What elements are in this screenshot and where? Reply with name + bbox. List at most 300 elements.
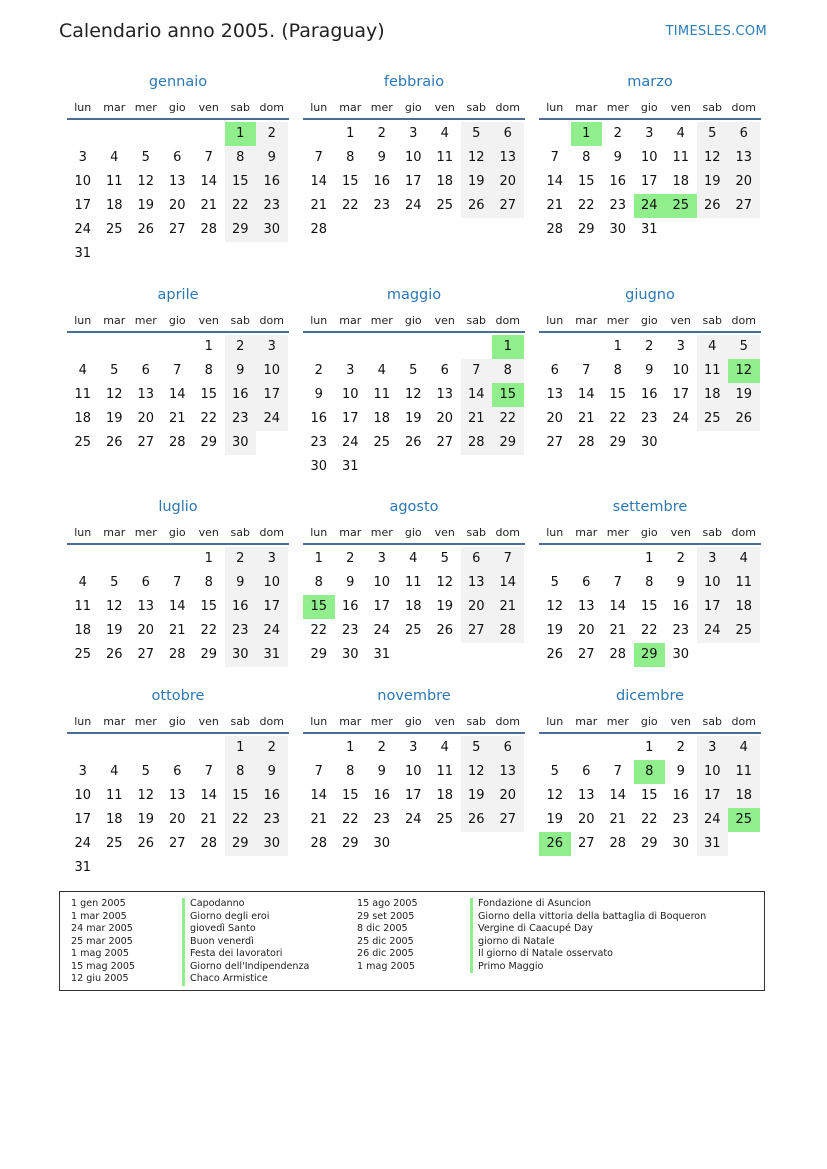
weekday-label: mer <box>134 100 157 114</box>
day-cell: 30 <box>672 647 690 662</box>
day-cell: 21 <box>200 198 218 213</box>
day-cell: 5 <box>141 764 150 779</box>
month-name: settembre <box>612 499 688 515</box>
day-cell: 29 <box>341 836 359 851</box>
day-cell: 30 <box>609 222 627 237</box>
day-cell: 28 <box>168 435 186 450</box>
holiday-day: 1 <box>225 122 257 146</box>
weekday-label: sab <box>702 525 722 539</box>
day-cell: 4 <box>377 363 386 378</box>
day-cell: 22 <box>225 194 257 218</box>
day-cell: 2 <box>645 339 654 354</box>
weekday-label: ven <box>434 714 455 728</box>
weekday-label: gio <box>168 100 186 114</box>
day-cell: 2 <box>676 740 685 755</box>
day-cell: 11 <box>404 575 422 590</box>
day-cell: 17 <box>672 387 690 402</box>
legend-date: 29 set 2005 <box>357 910 415 922</box>
weekday-header <box>539 710 761 734</box>
day-cell: 3 <box>676 339 685 354</box>
day-cell: 3 <box>256 335 288 359</box>
day-cell: 31 <box>256 643 288 667</box>
day-cell: 21 <box>609 812 627 827</box>
weekday-label: mar <box>339 714 362 728</box>
weekday-label: dom <box>495 714 520 728</box>
day-cell: 27 <box>728 194 760 218</box>
day-cell: 11 <box>697 359 729 383</box>
holiday-legend <box>59 891 765 991</box>
day-cell: 15 <box>200 599 218 614</box>
day-cell: 25 <box>74 647 92 662</box>
day-cell: 24 <box>404 812 422 827</box>
legend-date: 1 gen 2005 <box>71 898 126 909</box>
day-cell: 12 <box>137 174 155 189</box>
weekday-label: mar <box>339 313 362 327</box>
day-cell: 23 <box>672 623 690 638</box>
day-cell: 28 <box>492 619 524 643</box>
day-cell: 13 <box>728 146 760 170</box>
weekday-label: sab <box>230 313 250 327</box>
day-cell: 10 <box>404 150 422 165</box>
month-name: marzo <box>627 74 673 90</box>
day-cell: 26 <box>404 435 422 450</box>
weekday-label: dom <box>259 100 284 114</box>
day-cell: 8 <box>314 575 323 590</box>
day-cell: 12 <box>404 387 422 402</box>
day-cell: 4 <box>728 547 760 571</box>
day-cell: 12 <box>461 760 493 784</box>
day-cell: 3 <box>409 126 418 141</box>
weekday-header <box>303 309 525 333</box>
day-cell: 23 <box>310 435 328 450</box>
weekday-label: sab <box>466 525 486 539</box>
weekday-label: dom <box>259 313 284 327</box>
legend-date: 15 ago 2005 <box>357 898 418 909</box>
day-cell: 3 <box>697 547 729 571</box>
weekday-label: dom <box>259 525 284 539</box>
day-cell: 23 <box>256 194 288 218</box>
day-cell: 21 <box>546 198 564 213</box>
weekday-label: mar <box>575 100 598 114</box>
day-cell: 1 <box>225 736 257 760</box>
day-cell: 10 <box>697 571 729 595</box>
day-cell: 29 <box>492 431 524 455</box>
day-cell: 13 <box>137 599 155 614</box>
day-cell: 8 <box>492 359 524 383</box>
legend-date: 26 dic 2005 <box>357 948 414 959</box>
day-cell: 17 <box>373 599 391 614</box>
day-cell: 10 <box>341 387 359 402</box>
weekday-label: ven <box>670 100 691 114</box>
day-cell: 24 <box>672 411 690 426</box>
day-cell: 29 <box>577 222 595 237</box>
day-cell: 20 <box>728 170 760 194</box>
day-cell: 9 <box>314 387 323 402</box>
day-cell: 2 <box>676 551 685 566</box>
day-cell: 18 <box>697 383 729 407</box>
holiday-day: 24 <box>634 194 666 218</box>
day-cell: 6 <box>173 150 182 165</box>
day-cell: 24 <box>341 435 359 450</box>
weekday-label: ven <box>198 100 219 114</box>
day-cell: 19 <box>546 623 564 638</box>
legend-right-dates <box>357 898 418 973</box>
day-cell: 30 <box>341 647 359 662</box>
day-cell: 17 <box>74 198 92 213</box>
weekday-header <box>539 521 761 545</box>
weekday-label: dom <box>495 525 520 539</box>
weekday-label: lun <box>546 714 564 728</box>
day-cell: 11 <box>74 387 92 402</box>
day-cell: 8 <box>346 150 355 165</box>
day-cell: 20 <box>137 411 155 426</box>
month-name: agosto <box>389 499 439 515</box>
day-cell: 22 <box>492 407 524 431</box>
legend-holiday-name: giovedì Santo <box>182 923 309 936</box>
weekday-label: mer <box>606 714 629 728</box>
legend-date: 24 mar 2005 <box>71 923 133 934</box>
day-cell: 14 <box>310 174 328 189</box>
day-cell: 4 <box>409 551 418 566</box>
day-cell: 28 <box>310 836 328 851</box>
day-cell: 19 <box>137 812 155 827</box>
day-cell: 28 <box>577 435 595 450</box>
weekday-label: ven <box>198 525 219 539</box>
day-cell: 16 <box>225 383 257 407</box>
day-cell: 23 <box>640 411 658 426</box>
weekday-label: dom <box>259 714 284 728</box>
day-cell: 12 <box>137 788 155 803</box>
month-name: luglio <box>158 499 198 515</box>
weekday-label: mer <box>134 714 157 728</box>
day-cell: 23 <box>256 808 288 832</box>
day-cell: 7 <box>314 150 323 165</box>
day-cell: 16 <box>609 174 627 189</box>
day-cell: 26 <box>697 194 729 218</box>
day-cell: 2 <box>314 363 323 378</box>
day-cell: 19 <box>105 411 123 426</box>
day-cell: 19 <box>137 198 155 213</box>
day-cell: 14 <box>609 788 627 803</box>
day-cell: 10 <box>640 150 658 165</box>
legend-holiday-name: Festa dei lavoratori <box>182 948 309 961</box>
day-cell: 23 <box>373 812 391 827</box>
day-cell: 19 <box>728 383 760 407</box>
day-cell: 19 <box>404 411 422 426</box>
day-cell: 7 <box>461 359 493 383</box>
day-cell: 8 <box>204 575 213 590</box>
month-febbraio <box>303 72 525 237</box>
day-cell: 10 <box>256 571 288 595</box>
day-cell: 23 <box>225 407 257 431</box>
legend-holiday-name: Giorno della vittoria della battaglia di Boqueron <box>470 911 706 924</box>
legend-date: 25 dic 2005 <box>357 935 414 947</box>
day-cell: 21 <box>609 623 627 638</box>
day-cell: 16 <box>640 387 658 402</box>
day-cell: 2 <box>256 736 288 760</box>
day-cell: 13 <box>577 788 595 803</box>
day-cell: 21 <box>168 411 186 426</box>
weekday-label: lun <box>546 313 564 327</box>
day-cell: 27 <box>546 435 564 450</box>
weekday-label: sab <box>702 100 722 114</box>
day-cell: 17 <box>404 788 422 803</box>
day-cell: 13 <box>492 760 524 784</box>
day-cell: 17 <box>404 174 422 189</box>
month-name: aprile <box>157 287 199 303</box>
day-cell: 9 <box>645 363 654 378</box>
day-cell: 20 <box>137 623 155 638</box>
weekday-label: gio <box>640 714 658 728</box>
weekday-label: gio <box>168 714 186 728</box>
weekday-label: sab <box>230 100 250 114</box>
day-cell: 30 <box>310 459 328 474</box>
day-cell: 21 <box>310 812 328 827</box>
day-cell: 25 <box>74 435 92 450</box>
day-cell: 9 <box>377 150 386 165</box>
holiday-day: 8 <box>634 760 666 784</box>
day-cell: 10 <box>373 575 391 590</box>
day-cell: 31 <box>74 860 92 875</box>
day-cell: 31 <box>640 222 658 237</box>
day-cell: 14 <box>200 788 218 803</box>
day-cell: 16 <box>341 599 359 614</box>
day-cell: 11 <box>728 760 760 784</box>
holiday-day: 25 <box>728 808 760 832</box>
day-cell: 22 <box>225 808 257 832</box>
day-cell: 27 <box>492 808 524 832</box>
day-cell: 19 <box>461 170 493 194</box>
day-cell: 10 <box>697 760 729 784</box>
month-maggio <box>303 285 525 474</box>
day-cell: 20 <box>168 198 186 213</box>
weekday-header <box>539 96 761 120</box>
day-cell: 29 <box>225 832 257 856</box>
day-cell: 11 <box>436 150 454 165</box>
weekday-label: ven <box>670 714 691 728</box>
weekday-label: lun <box>310 714 328 728</box>
day-cell: 12 <box>461 146 493 170</box>
day-cell: 22 <box>640 623 658 638</box>
day-cell: 25 <box>436 812 454 827</box>
day-cell: 29 <box>310 647 328 662</box>
day-cell: 19 <box>461 784 493 808</box>
day-cell: 12 <box>436 575 454 590</box>
day-cell: 7 <box>613 764 622 779</box>
day-cell: 19 <box>436 599 454 614</box>
day-cell: 27 <box>137 435 155 450</box>
day-cell: 26 <box>105 647 123 662</box>
day-cell: 15 <box>341 788 359 803</box>
weekday-label: sab <box>466 313 486 327</box>
weekday-label: lun <box>74 714 92 728</box>
day-cell: 18 <box>436 174 454 189</box>
weekday-label: lun <box>546 525 564 539</box>
day-cell: 6 <box>492 736 524 760</box>
weekday-label: mar <box>103 313 126 327</box>
day-cell: 23 <box>225 619 257 643</box>
day-cell: 4 <box>676 126 685 141</box>
day-cell: 6 <box>582 575 591 590</box>
day-cell: 20 <box>461 595 493 619</box>
day-cell: 12 <box>546 788 564 803</box>
weekday-label: dom <box>731 100 756 114</box>
day-cell: 7 <box>613 575 622 590</box>
weekday-label: gio <box>404 313 422 327</box>
holiday-day: 15 <box>492 383 524 407</box>
day-cell: 5 <box>461 736 493 760</box>
day-cell: 21 <box>200 812 218 827</box>
day-cell: 15 <box>577 174 595 189</box>
month-name: novembre <box>377 688 451 704</box>
day-cell: 19 <box>105 623 123 638</box>
month-name: maggio <box>386 287 442 303</box>
day-cell: 5 <box>440 551 449 566</box>
day-cell: 18 <box>728 784 760 808</box>
day-cell: 27 <box>577 836 595 851</box>
day-cell: 6 <box>461 547 493 571</box>
legend-holiday-name: Vergine di Caacupé Day <box>470 923 706 936</box>
day-cell: 7 <box>582 363 591 378</box>
day-cell: 2 <box>256 122 288 146</box>
day-cell: 20 <box>546 411 564 426</box>
day-cell: 7 <box>173 363 182 378</box>
day-cell: 3 <box>256 547 288 571</box>
day-cell: 25 <box>105 836 123 851</box>
day-cell: 28 <box>609 836 627 851</box>
legend-holiday-name: Buon venerdì <box>182 936 309 949</box>
day-cell: 15 <box>200 387 218 402</box>
day-cell: 28 <box>546 222 564 237</box>
day-cell: 2 <box>225 335 257 359</box>
weekday-label: sab <box>230 525 250 539</box>
day-cell: 23 <box>609 198 627 213</box>
month-novembre <box>303 686 525 851</box>
day-cell: 8 <box>225 760 257 784</box>
day-cell: 16 <box>256 170 288 194</box>
weekday-label: mar <box>575 714 598 728</box>
month-name: ottobre <box>151 688 205 704</box>
day-cell: 15 <box>640 788 658 803</box>
day-cell: 26 <box>137 836 155 851</box>
day-cell: 1 <box>346 126 355 141</box>
day-cell: 18 <box>728 595 760 619</box>
weekday-label: gio <box>168 525 186 539</box>
weekday-label: lun <box>74 525 92 539</box>
day-cell: 9 <box>225 359 257 383</box>
day-cell: 13 <box>168 788 186 803</box>
day-cell: 10 <box>74 174 92 189</box>
day-cell: 5 <box>110 363 119 378</box>
day-cell: 7 <box>204 150 213 165</box>
day-cell: 4 <box>78 363 87 378</box>
day-cell: 8 <box>225 146 257 170</box>
weekday-label: mar <box>575 525 598 539</box>
legend-date: 8 dic 2005 <box>357 923 408 934</box>
day-cell: 27 <box>492 194 524 218</box>
day-cell: 14 <box>310 788 328 803</box>
day-cell: 5 <box>110 575 119 590</box>
month-dicembre <box>539 686 761 851</box>
weekday-label: mer <box>370 525 393 539</box>
day-cell: 14 <box>577 387 595 402</box>
day-cell: 12 <box>105 599 123 614</box>
day-cell: 6 <box>492 122 524 146</box>
day-cell: 5 <box>409 363 418 378</box>
weekday-label: mer <box>370 714 393 728</box>
day-cell: 20 <box>168 812 186 827</box>
brand-link[interactable]: TIMESLES.COM <box>665 24 767 39</box>
weekday-label: mer <box>606 313 629 327</box>
day-cell: 18 <box>672 174 690 189</box>
day-cell: 17 <box>74 812 92 827</box>
day-cell: 17 <box>697 784 729 808</box>
day-cell: 10 <box>672 363 690 378</box>
day-cell: 28 <box>168 647 186 662</box>
day-cell: 30 <box>672 836 690 851</box>
holiday-day: 15 <box>303 595 335 619</box>
weekday-label: sab <box>702 313 722 327</box>
day-cell: 11 <box>672 150 690 165</box>
day-cell: 4 <box>110 150 119 165</box>
day-cell: 12 <box>546 599 564 614</box>
day-cell: 18 <box>436 788 454 803</box>
day-cell: 9 <box>256 146 288 170</box>
weekday-label: mer <box>370 313 393 327</box>
weekday-label: mar <box>339 525 362 539</box>
legend-date: 1 mag 2005 <box>71 948 129 959</box>
day-cell: 13 <box>436 387 454 402</box>
weekday-label: dom <box>495 100 520 114</box>
day-cell: 3 <box>377 551 386 566</box>
day-cell: 10 <box>74 788 92 803</box>
weekday-header <box>539 309 761 333</box>
day-cell: 21 <box>461 407 493 431</box>
day-cell: 6 <box>141 575 150 590</box>
day-cell: 16 <box>310 411 328 426</box>
day-cell: 22 <box>609 411 627 426</box>
legend-date: 12 giu 2005 <box>71 973 129 984</box>
weekday-label: mer <box>606 525 629 539</box>
day-cell: 28 <box>200 222 218 237</box>
weekday-label: gio <box>404 525 422 539</box>
weekday-label: ven <box>434 100 455 114</box>
day-cell: 22 <box>341 198 359 213</box>
day-cell: 21 <box>492 595 524 619</box>
day-cell: 23 <box>341 623 359 638</box>
weekday-label: mar <box>103 525 126 539</box>
day-cell: 8 <box>204 363 213 378</box>
day-cell: 7 <box>314 764 323 779</box>
day-cell: 9 <box>346 575 355 590</box>
day-cell: 24 <box>74 222 92 237</box>
day-cell: 25 <box>728 619 760 643</box>
day-cell: 19 <box>546 812 564 827</box>
day-cell: 17 <box>640 174 658 189</box>
weekday-label: lun <box>310 525 328 539</box>
day-cell: 1 <box>204 551 213 566</box>
day-cell: 1 <box>346 740 355 755</box>
day-cell: 5 <box>141 150 150 165</box>
day-cell: 24 <box>697 619 729 643</box>
day-cell: 19 <box>697 170 729 194</box>
legend-date: 25 mar 2005 <box>71 935 133 947</box>
day-cell: 10 <box>256 359 288 383</box>
holiday-day: 26 <box>539 832 571 856</box>
day-cell: 15 <box>225 784 257 808</box>
weekday-label: dom <box>731 313 756 327</box>
day-cell: 25 <box>697 407 729 431</box>
